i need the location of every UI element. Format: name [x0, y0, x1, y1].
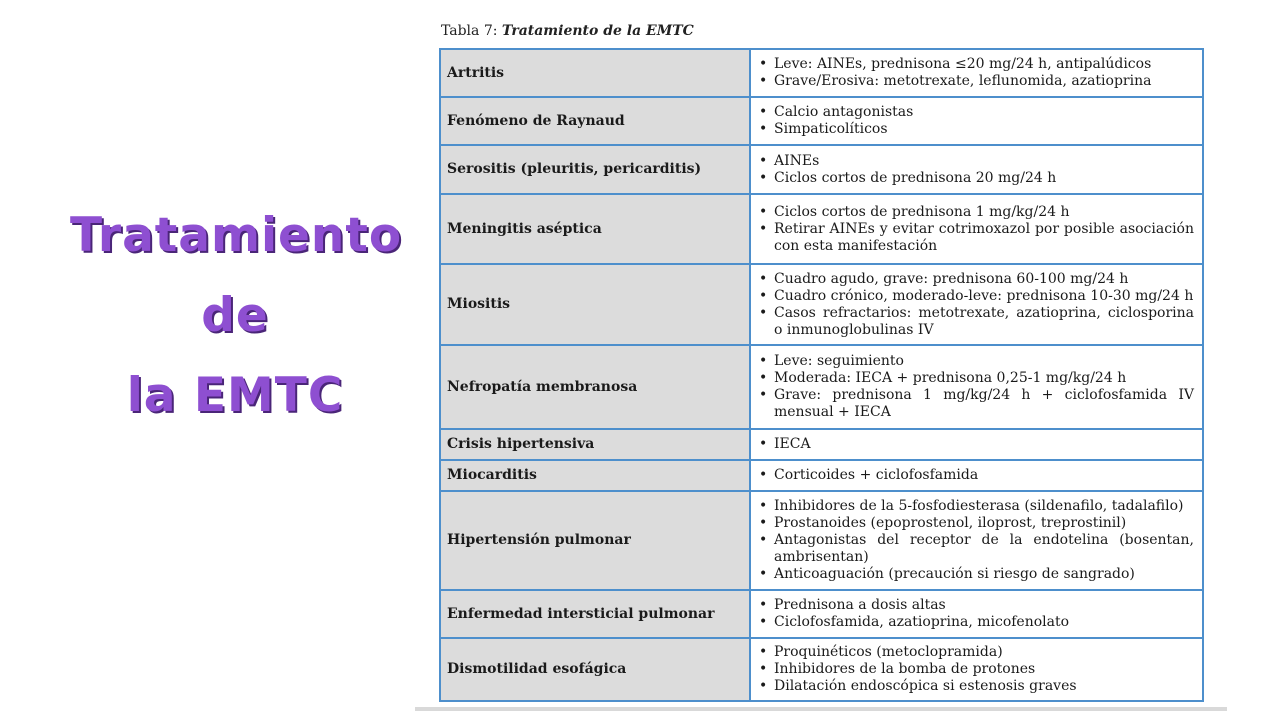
- treatment-item: • Proquinéticos (metoclopramida): [759, 644, 1194, 661]
- treatment-list: [759, 104, 1194, 138]
- treatment-list: [759, 56, 1194, 90]
- treatment-item: • Calcio antagonistas: [759, 104, 1194, 121]
- treatment-item: • Inhibidores de la bomba de protones: [759, 661, 1194, 678]
- treatment-cell: [750, 345, 1203, 429]
- condition-cell: Miocarditis: [440, 460, 750, 491]
- treatment-item: • Anticoaguación (precaución si riesgo de sangrado): [759, 566, 1194, 583]
- table-row: [440, 491, 1203, 590]
- treatment-item: • Prednisona a dosis altas: [759, 597, 1194, 614]
- treatment-list: [759, 436, 1194, 453]
- treatment-item: • Dilatación endoscópica si estenosis graves: [759, 678, 1194, 695]
- table-row: [440, 590, 1203, 638]
- table-caption: [441, 23, 694, 39]
- slide-title-line-2: la EMTC: [126, 368, 344, 423]
- treatment-item: • AINEs: [759, 153, 1194, 170]
- treatment-item: • Cuadro agudo, grave: prednisona 60-100 mg/24 h: [759, 271, 1194, 288]
- table-row: [440, 194, 1203, 264]
- treatment-item: • IECA: [759, 436, 1194, 453]
- treatment-item: • Inhibidores de la 5-fosfodiesterasa (sildenafilo, tadalafilo): [759, 498, 1194, 515]
- treatment-item: • Moderada: IECA + prednisona 0,25-1 mg/kg/24 h: [759, 370, 1194, 387]
- condition-cell: Meningitis aséptica: [440, 194, 750, 264]
- treatment-cell: [750, 264, 1203, 345]
- condition-cell: Enfermedad intersticial pulmonar: [440, 590, 750, 638]
- table-row: [440, 429, 1203, 460]
- treatment-list: [759, 597, 1194, 631]
- treatment-item: • Prostanoides (epoprostenol, iloprost, treprostinil): [759, 515, 1194, 532]
- treatment-item: • Corticoides + ciclofosfamida: [759, 467, 1194, 484]
- treatment-item: • Cuadro crónico, moderado-leve: prednisona 10-30 mg/24 h: [759, 288, 1194, 305]
- treatment-item: • Leve: seguimiento: [759, 353, 1194, 370]
- treatment-cell: [750, 590, 1203, 638]
- table-caption-prefix: Tabla 7:: [441, 23, 502, 39]
- treatment-item: • Grave: prednisona 1 mg/kg/24 h + ciclofosfamida IV mensual + IECA: [759, 387, 1194, 421]
- table-row: [440, 49, 1203, 97]
- treatment-cell: [750, 429, 1203, 460]
- treatment-cell: [750, 145, 1203, 194]
- treatment-item: • Grave/Erosiva: metotrexate, leflunomida, azatioprina: [759, 73, 1194, 90]
- treatment-list: [759, 467, 1194, 484]
- treatment-list: [759, 498, 1194, 583]
- treatment-table-body: [440, 49, 1203, 701]
- condition-cell: Miositis: [440, 264, 750, 345]
- treatment-item: • Leve: AINEs, prednisona ≤20 mg/24 h, antipalúdicos: [759, 56, 1194, 73]
- condition-cell: Dismotilidad esofágica: [440, 638, 750, 701]
- treatment-item: • Ciclos cortos de prednisona 1 mg/kg/24 h: [759, 204, 1194, 221]
- table-row: [440, 264, 1203, 345]
- condition-cell: Hipertensión pulmonar: [440, 491, 750, 590]
- treatment-cell: [750, 194, 1203, 264]
- treatment-item: • Antagonistas del receptor de la endotelina (bosentan, ambrisentan): [759, 532, 1194, 566]
- treatment-cell: [750, 638, 1203, 701]
- treatment-list: [759, 153, 1194, 187]
- treatment-list: [759, 644, 1194, 695]
- condition-cell: Nefropatía membranosa: [440, 345, 750, 429]
- treatment-item: • Ciclofosfamida, azatioprina, micofenolato: [759, 614, 1194, 631]
- condition-cell: Artritis: [440, 49, 750, 97]
- slide-title: [70, 196, 403, 436]
- table-row: [440, 97, 1203, 145]
- treatment-item: • Casos refractarios: metotrexate, azatioprina, ciclosporina o inmunoglobulinas IV: [759, 305, 1194, 339]
- treatment-cell: [750, 460, 1203, 491]
- treatment-cell: [750, 49, 1203, 97]
- treatment-item: • Retirar AINEs y evitar cotrimoxazol por posible asociación con esta manifestación: [759, 221, 1194, 255]
- condition-cell: Fenómeno de Raynaud: [440, 97, 750, 145]
- slide-title-line-1: Tratamiento de: [70, 208, 403, 343]
- condition-cell: Crisis hipertensiva: [440, 429, 750, 460]
- treatment-cell: [750, 97, 1203, 145]
- treatment-list: [759, 353, 1194, 421]
- treatment-cell: [750, 491, 1203, 590]
- treatment-item: • Simpaticolíticos: [759, 121, 1194, 138]
- treatment-table: [439, 48, 1204, 702]
- condition-cell: Serositis (pleuritis, pericarditis): [440, 145, 750, 194]
- treatment-list: [759, 204, 1194, 255]
- treatment-item: • Ciclos cortos de prednisona 20 mg/24 h: [759, 170, 1194, 187]
- treatment-list: [759, 271, 1194, 339]
- table-row: [440, 345, 1203, 429]
- table-row: [440, 145, 1203, 194]
- table-caption-title: Tratamiento de la EMTC: [501, 23, 694, 39]
- table-row: [440, 638, 1203, 701]
- table-row: [440, 460, 1203, 491]
